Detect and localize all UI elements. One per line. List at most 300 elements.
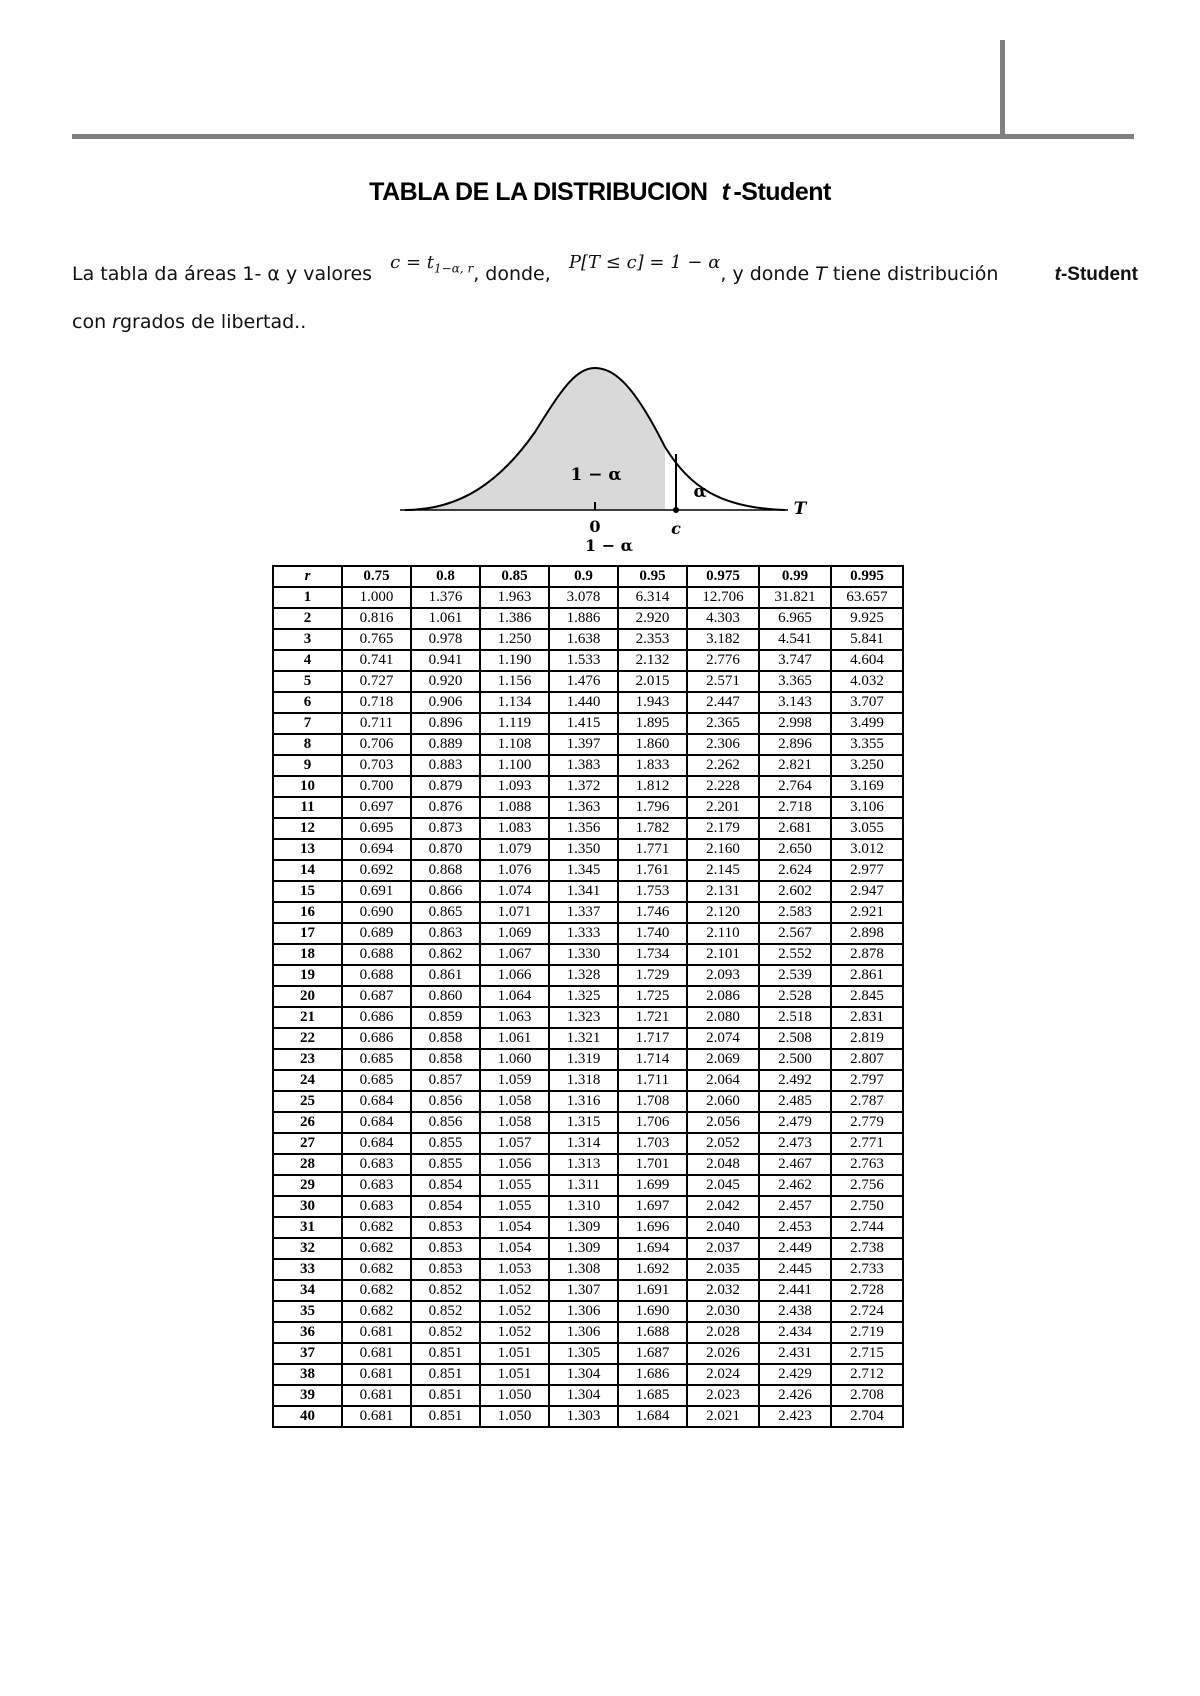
table-cell: 0.681 [342, 1385, 411, 1406]
table-cell: 2.485 [759, 1091, 831, 1112]
table-cell: 1.055 [480, 1175, 549, 1196]
table-cell: 1.052 [480, 1280, 549, 1301]
tail-label: α [693, 482, 707, 502]
table-cell: 3.707 [831, 692, 903, 713]
header-prob: 0.9 [549, 566, 618, 587]
table-cell: 2.015 [618, 671, 687, 692]
table-cell: 2.998 [759, 713, 831, 734]
table-cell: 2.064 [687, 1070, 759, 1091]
table-cell: 0.859 [411, 1007, 480, 1028]
table-cell: 0.860 [411, 986, 480, 1007]
table-cell: 2.028 [687, 1322, 759, 1343]
intro-r: r [112, 310, 120, 333]
table-cell: 2.845 [831, 986, 903, 1007]
table-cell: 2.724 [831, 1301, 903, 1322]
row-degrees: 26 [273, 1112, 342, 1133]
table-cell: 0.906 [411, 692, 480, 713]
table-cell: 2.738 [831, 1238, 903, 1259]
table-cell: 0.685 [342, 1049, 411, 1070]
table-row [273, 1007, 903, 1028]
row-degrees: 7 [273, 713, 342, 734]
table-cell: 0.978 [411, 629, 480, 650]
table-cell: 2.426 [759, 1385, 831, 1406]
table-cell: 0.857 [411, 1070, 480, 1091]
table-cell: 2.201 [687, 797, 759, 818]
table-cell: 1.895 [618, 713, 687, 734]
row-degrees: 29 [273, 1175, 342, 1196]
table-cell: 1.706 [618, 1112, 687, 1133]
table-cell: 1.746 [618, 902, 687, 923]
table-cell: 0.681 [342, 1322, 411, 1343]
row-degrees: 39 [273, 1385, 342, 1406]
table-cell: 2.353 [618, 629, 687, 650]
table-cell: 2.032 [687, 1280, 759, 1301]
table-cell: 2.037 [687, 1238, 759, 1259]
row-degrees: 2 [273, 608, 342, 629]
table-cell: 1.056 [480, 1154, 549, 1175]
table-row [273, 923, 903, 944]
table-cell: 2.030 [687, 1301, 759, 1322]
table-cell: 2.060 [687, 1091, 759, 1112]
title-prefix: TABLA DE LA DISTRIBUCION [369, 178, 708, 206]
table-cell: 0.718 [342, 692, 411, 713]
table-cell: 2.228 [687, 776, 759, 797]
table-cell: 0.687 [342, 986, 411, 1007]
table-row [273, 797, 903, 818]
table-row [273, 1091, 903, 1112]
table-cell: 0.865 [411, 902, 480, 923]
table-cell: 4.541 [759, 629, 831, 650]
table-cell: 1.119 [480, 713, 549, 734]
table-cell: 2.467 [759, 1154, 831, 1175]
row-degrees: 40 [273, 1406, 342, 1427]
table-cell: 1.860 [618, 734, 687, 755]
table-cell: 3.169 [831, 776, 903, 797]
table-cell: 12.706 [687, 587, 759, 608]
axis-t-label: T [793, 499, 807, 519]
intro-line2-b: grados de libertad.. [119, 310, 307, 333]
row-degrees: 25 [273, 1091, 342, 1112]
row-degrees: 32 [273, 1238, 342, 1259]
table-cell: 1.397 [549, 734, 618, 755]
table-row [273, 1280, 903, 1301]
table-cell: 2.479 [759, 1112, 831, 1133]
table-cell: 6.314 [618, 587, 687, 608]
table-cell: 4.604 [831, 650, 903, 671]
table-cell: 1.190 [480, 650, 549, 671]
row-degrees: 27 [273, 1133, 342, 1154]
table-row [273, 713, 903, 734]
table-cell: 1.686 [618, 1364, 687, 1385]
table-cell: 0.682 [342, 1301, 411, 1322]
table-cell: 0.854 [411, 1175, 480, 1196]
t-distribution-curve [400, 362, 820, 542]
table-cell: 1.714 [618, 1049, 687, 1070]
table-cell: 0.727 [342, 671, 411, 692]
intro-bold-student [1055, 254, 1138, 295]
table-cell: 0.856 [411, 1091, 480, 1112]
table-cell: 0.694 [342, 839, 411, 860]
table-cell: 1.721 [618, 1007, 687, 1028]
row-degrees: 5 [273, 671, 342, 692]
table-row [273, 818, 903, 839]
table-cell: 3.012 [831, 839, 903, 860]
table-cell: 1.304 [549, 1385, 618, 1406]
table-row [273, 1049, 903, 1070]
header-vertical-rule [1000, 40, 1005, 137]
title-t: t [721, 178, 730, 206]
table-cell: 2.021 [687, 1406, 759, 1427]
table-cell: 0.883 [411, 755, 480, 776]
table-cell: 1.943 [618, 692, 687, 713]
table-cell: 2.571 [687, 671, 759, 692]
table-cell: 1.685 [618, 1385, 687, 1406]
table-cell: 0.688 [342, 965, 411, 986]
table-row [273, 1406, 903, 1427]
row-degrees: 17 [273, 923, 342, 944]
table-cell: 2.429 [759, 1364, 831, 1385]
table-cell: 1.415 [549, 713, 618, 734]
table-cell: 1.061 [480, 1028, 549, 1049]
area-label: 1 − α [570, 465, 622, 485]
table-cell: 1.363 [549, 797, 618, 818]
table-cell: 1.307 [549, 1280, 618, 1301]
table-cell: 2.492 [759, 1070, 831, 1091]
table-cell: 0.682 [342, 1259, 411, 1280]
table-cell: 2.160 [687, 839, 759, 860]
table-cell: 1.315 [549, 1112, 618, 1133]
table-cell: 0.858 [411, 1049, 480, 1070]
table-cell: 0.681 [342, 1406, 411, 1427]
table-cell: 1.058 [480, 1091, 549, 1112]
table-cell: 1.386 [480, 608, 549, 629]
row-degrees: 15 [273, 881, 342, 902]
table-cell: 6.965 [759, 608, 831, 629]
table-cell: 2.733 [831, 1259, 903, 1280]
row-degrees: 22 [273, 1028, 342, 1049]
table-cell: 1.067 [480, 944, 549, 965]
table-row [273, 860, 903, 881]
table-cell: 2.086 [687, 986, 759, 1007]
table-row [273, 1238, 903, 1259]
table-cell: 2.423 [759, 1406, 831, 1427]
table-cell: 1.330 [549, 944, 618, 965]
table-cell: 2.750 [831, 1196, 903, 1217]
table-cell: 2.756 [831, 1175, 903, 1196]
table-cell: 1.076 [480, 860, 549, 881]
table-cell: 2.821 [759, 755, 831, 776]
table-cell: 0.681 [342, 1343, 411, 1364]
table-cell: 1.311 [549, 1175, 618, 1196]
row-degrees: 31 [273, 1217, 342, 1238]
table-cell: 2.797 [831, 1070, 903, 1091]
row-degrees: 16 [273, 902, 342, 923]
intro-math-c-main: c = t [390, 252, 435, 273]
table-cell: 1.000 [342, 587, 411, 608]
table-cell: 1.734 [618, 944, 687, 965]
table-cell: 1.383 [549, 755, 618, 776]
table-cell: 1.761 [618, 860, 687, 881]
table-cell: 2.026 [687, 1343, 759, 1364]
table-row [273, 1133, 903, 1154]
table-cell: 1.306 [549, 1301, 618, 1322]
table-cell: 1.684 [618, 1406, 687, 1427]
row-degrees: 12 [273, 818, 342, 839]
table-cell: 3.365 [759, 671, 831, 692]
table-cell: 1.696 [618, 1217, 687, 1238]
table-cell: 1.341 [549, 881, 618, 902]
table-row [273, 1301, 903, 1322]
table-cell: 1.708 [618, 1091, 687, 1112]
table-cell: 0.695 [342, 818, 411, 839]
table-row [273, 1322, 903, 1343]
table-cell: 2.583 [759, 902, 831, 923]
table-cell: 0.684 [342, 1091, 411, 1112]
row-degrees: 10 [273, 776, 342, 797]
table-cell: 2.438 [759, 1301, 831, 1322]
table-cell: 1.725 [618, 986, 687, 1007]
table-cell: 1.333 [549, 923, 618, 944]
table-cell: 3.143 [759, 692, 831, 713]
table-cell: 1.052 [480, 1322, 549, 1343]
table-cell: 2.131 [687, 881, 759, 902]
row-degrees: 9 [273, 755, 342, 776]
table-row [273, 965, 903, 986]
table-cell: 1.134 [480, 692, 549, 713]
table-cell: 1.886 [549, 608, 618, 629]
table-cell: 1.051 [480, 1364, 549, 1385]
table-cell: 0.688 [342, 944, 411, 965]
table-cell: 2.056 [687, 1112, 759, 1133]
table-cell: 1.309 [549, 1238, 618, 1259]
table-cell: 2.262 [687, 755, 759, 776]
table-row [273, 587, 903, 608]
table-row [273, 1259, 903, 1280]
title-suffix: -Student [733, 178, 831, 206]
table-cell: 63.657 [831, 587, 903, 608]
table-body [273, 587, 903, 1427]
table-cell: 2.508 [759, 1028, 831, 1049]
table-cell: 0.855 [411, 1133, 480, 1154]
table-cell: 0.920 [411, 671, 480, 692]
intro-bold-student-text: -Student [1060, 264, 1138, 285]
table-cell: 0.858 [411, 1028, 480, 1049]
page-title [0, 178, 1200, 207]
table-cell: 2.807 [831, 1049, 903, 1070]
table-cell: 1.083 [480, 818, 549, 839]
table-cell: 2.552 [759, 944, 831, 965]
table-cell: 0.889 [411, 734, 480, 755]
table-cell: 2.728 [831, 1280, 903, 1301]
table-cell: 2.539 [759, 965, 831, 986]
table-cell: 1.058 [480, 1112, 549, 1133]
table-cell: 2.704 [831, 1406, 903, 1427]
table-cell: 2.650 [759, 839, 831, 860]
row-degrees: 19 [273, 965, 342, 986]
table-cell: 1.074 [480, 881, 549, 902]
row-degrees: 38 [273, 1364, 342, 1385]
table-cell: 1.687 [618, 1343, 687, 1364]
table-row [273, 986, 903, 1007]
table-cell: 2.445 [759, 1259, 831, 1280]
table-cell: 2.179 [687, 818, 759, 839]
table-cell: 0.697 [342, 797, 411, 818]
table-row [273, 881, 903, 902]
table-cell: 0.700 [342, 776, 411, 797]
table-row [273, 734, 903, 755]
table-cell: 1.703 [618, 1133, 687, 1154]
table-cell: 1.638 [549, 629, 618, 650]
table-cell: 0.711 [342, 713, 411, 734]
table-cell: 0.851 [411, 1385, 480, 1406]
c-label: c [671, 519, 681, 538]
table-cell: 1.304 [549, 1364, 618, 1385]
table-cell: 2.042 [687, 1196, 759, 1217]
table-cell: 3.250 [831, 755, 903, 776]
table-row [273, 902, 903, 923]
table-cell: 0.852 [411, 1280, 480, 1301]
row-degrees: 11 [273, 797, 342, 818]
table-cell: 3.747 [759, 650, 831, 671]
shaded-area [405, 368, 665, 510]
intro-text-3: , y donde [720, 263, 810, 285]
table-cell: 1.050 [480, 1406, 549, 1427]
table-row [273, 1343, 903, 1364]
table-cell: 0.683 [342, 1154, 411, 1175]
table-cell: 0.853 [411, 1217, 480, 1238]
table-cell: 2.093 [687, 965, 759, 986]
table-cell: 2.447 [687, 692, 759, 713]
table-cell: 1.057 [480, 1133, 549, 1154]
table-cell: 2.920 [618, 608, 687, 629]
table-cell: 1.050 [480, 1385, 549, 1406]
header-prob: 0.85 [480, 566, 549, 587]
table-cell: 0.866 [411, 881, 480, 902]
table-cell: 2.120 [687, 902, 759, 923]
table-cell: 1.060 [480, 1049, 549, 1070]
intro-line2-a: con [72, 310, 107, 333]
row-degrees: 4 [273, 650, 342, 671]
table-cell: 1.372 [549, 776, 618, 797]
table-cell: 2.048 [687, 1154, 759, 1175]
intro-text-1: La tabla da áreas 1- α y valores [72, 263, 373, 285]
table-cell: 0.941 [411, 650, 480, 671]
row-degrees: 30 [273, 1196, 342, 1217]
table-row [273, 1154, 903, 1175]
row-degrees: 6 [273, 692, 342, 713]
row-degrees: 3 [273, 629, 342, 650]
table-cell: 1.325 [549, 986, 618, 1007]
table-cell: 1.051 [480, 1343, 549, 1364]
table-cell: 1.782 [618, 818, 687, 839]
table-cell: 0.683 [342, 1175, 411, 1196]
intro-text-4: tiene distribución [832, 263, 999, 285]
intro-math-p: P[T ≤ c] = 1 − α [568, 252, 721, 273]
table-cell: 1.319 [549, 1049, 618, 1070]
header-rule [72, 134, 1134, 139]
row-degrees: 34 [273, 1280, 342, 1301]
table-cell: 0.682 [342, 1280, 411, 1301]
table-cell: 1.250 [480, 629, 549, 650]
table-cell: 1.309 [549, 1217, 618, 1238]
table-cell: 1.337 [549, 902, 618, 923]
table-cell: 1.476 [549, 671, 618, 692]
table-cell: 1.771 [618, 839, 687, 860]
table-cell: 0.873 [411, 818, 480, 839]
table-cell: 1.100 [480, 755, 549, 776]
table-cell: 0.855 [411, 1154, 480, 1175]
row-degrees: 37 [273, 1343, 342, 1364]
table-cell: 1.093 [480, 776, 549, 797]
table-cell: 2.712 [831, 1364, 903, 1385]
table-cell: 9.925 [831, 608, 903, 629]
table-cell: 1.711 [618, 1070, 687, 1091]
table-cell: 5.841 [831, 629, 903, 650]
table-cell: 0.851 [411, 1364, 480, 1385]
table-cell: 2.462 [759, 1175, 831, 1196]
table-cell: 0.851 [411, 1343, 480, 1364]
table-cell: 2.453 [759, 1217, 831, 1238]
intro-text-2: , donde, [473, 263, 551, 285]
table-cell: 1.691 [618, 1280, 687, 1301]
table-cell: 0.854 [411, 1196, 480, 1217]
table-cell: 0.879 [411, 776, 480, 797]
table-cell: 1.305 [549, 1343, 618, 1364]
table-cell: 2.624 [759, 860, 831, 881]
table-cell: 1.753 [618, 881, 687, 902]
table-cell: 0.856 [411, 1112, 480, 1133]
table-cell: 1.533 [549, 650, 618, 671]
table-cell: 2.528 [759, 986, 831, 1007]
zero-label: 0 [589, 517, 601, 536]
table-cell: 2.708 [831, 1385, 903, 1406]
table-cell: 0.691 [342, 881, 411, 902]
table-cell: 1.055 [480, 1196, 549, 1217]
table-cell: 1.061 [411, 608, 480, 629]
table-cell: 2.145 [687, 860, 759, 881]
table-cell: 2.861 [831, 965, 903, 986]
header-prob: 0.975 [687, 566, 759, 587]
table-row [273, 692, 903, 713]
table-cell: 2.518 [759, 1007, 831, 1028]
table-cell: 1.812 [618, 776, 687, 797]
table-cell: 1.156 [480, 671, 549, 692]
table-cell: 2.365 [687, 713, 759, 734]
table-cell: 1.345 [549, 860, 618, 881]
table-cell: 1.313 [549, 1154, 618, 1175]
table-cell: 0.862 [411, 944, 480, 965]
table-cell: 0.703 [342, 755, 411, 776]
table-cell: 2.024 [687, 1364, 759, 1385]
table-cell: 2.719 [831, 1322, 903, 1343]
table-cell: 1.059 [480, 1070, 549, 1091]
table-cell: 2.787 [831, 1091, 903, 1112]
table-cell: 2.878 [831, 944, 903, 965]
table-cell: 1.071 [480, 902, 549, 923]
table-cell: 1.052 [480, 1301, 549, 1322]
table-cell: 31.821 [759, 587, 831, 608]
table-cell: 2.921 [831, 902, 903, 923]
row-degrees: 23 [273, 1049, 342, 1070]
table-cell: 2.045 [687, 1175, 759, 1196]
intro-T: T [815, 263, 827, 285]
row-degrees: 14 [273, 860, 342, 881]
table-cell: 1.963 [480, 587, 549, 608]
table-cell: 0.690 [342, 902, 411, 923]
table-row [273, 608, 903, 629]
row-degrees: 24 [273, 1070, 342, 1091]
table-cell: 0.852 [411, 1301, 480, 1322]
